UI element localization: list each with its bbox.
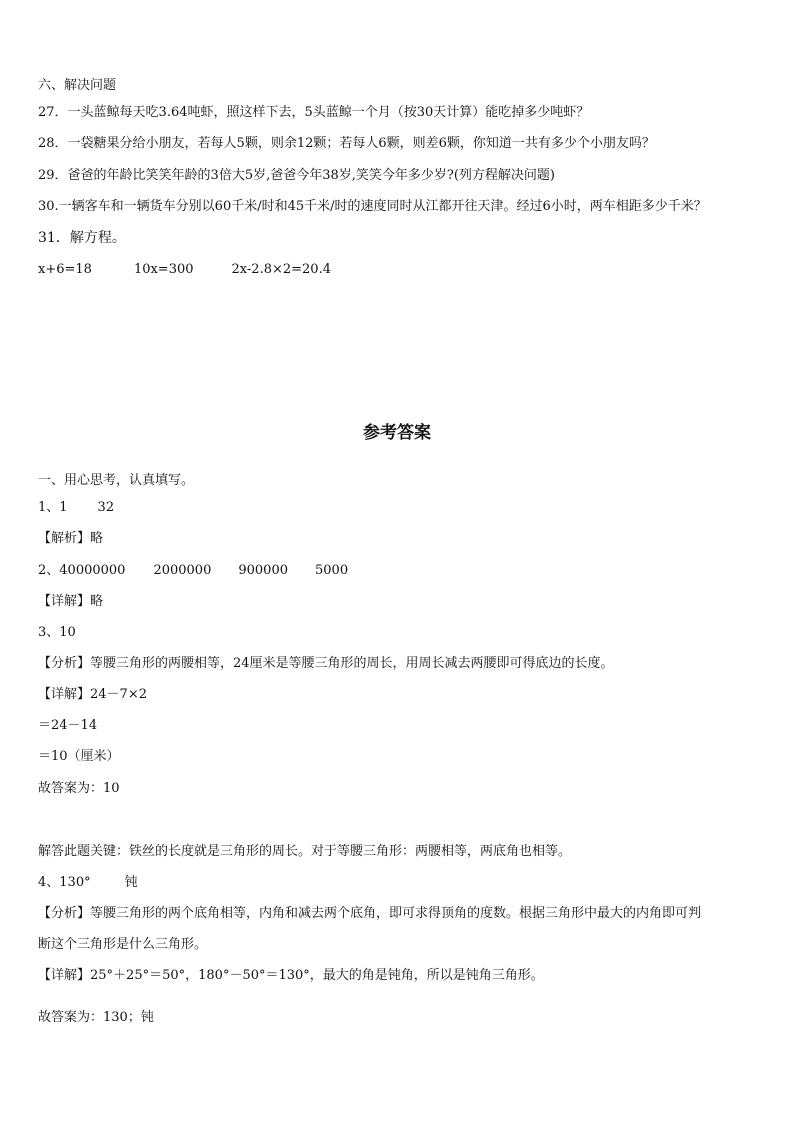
answer-2-value-2: 2000000 <box>153 563 212 578</box>
answer-3-step-3: ＝10（厘米） <box>38 749 120 764</box>
answer-1-num: 1、1 <box>38 500 68 515</box>
answer-1-value: 32 <box>97 500 115 515</box>
answer-3-key: 解答此题关键：铁丝的长度就是三角形的周长。对于等腰三角形：两腰相等，两底角也相等。 <box>38 844 572 859</box>
equation-1: x+6=18 <box>38 262 92 277</box>
question-27: 27．一头蓝鲸每天吃3.64吨虾，照这样下去，5头蓝鲸一个月（按30天计算）能吃掉多少吨虾？ <box>38 105 590 120</box>
answer-2-value-3: 900000 <box>238 563 288 578</box>
answers-section1-heading: 一、用心思考，认真填写。 <box>38 473 195 488</box>
answer-4-value: 钝 <box>124 875 138 890</box>
answer-1 <box>38 499 114 517</box>
answer-3-final: 故答案为：10 <box>38 781 120 796</box>
answer-4-num: 4、130° <box>38 875 91 890</box>
answer-1-note: 【解析】略 <box>38 531 104 546</box>
equation-3: 2x-2.8×2=20.4 <box>231 262 331 277</box>
answer-2-note: 【详解】略 <box>38 594 104 609</box>
answer-4 <box>38 874 138 892</box>
answer-4-final: 故答案为：130；钝 <box>38 1010 154 1025</box>
answer-2-value-4: 5000 <box>315 563 349 578</box>
answer-4-analysis-1: 【分析】等腰三角形的两个底角相等，内角和减去两个底角，即可求得顶角的度数。根据三角形中最大的内角即可判 <box>38 906 702 921</box>
question-29: 29．爸爸的年龄比笑笑年龄的3倍大5岁,爸爸今年38岁,笑笑今年多少岁?(列方程解决问题) <box>38 168 556 183</box>
question-28: 28．一袋糖果分给小朋友，若每人5颗，则余12颗；若每人6颗，则差6颗，你知道一共有多少个小朋友吗？ <box>38 136 655 151</box>
answer-2 <box>38 562 348 580</box>
answer-4-detail: 【详解】25°＋25°＝50°，180°－50°＝130°，最大的角是钝角，所以是钝角三角形。 <box>38 968 544 983</box>
answer-3-num: 3、10 <box>38 625 76 640</box>
answer-3-step-2: ＝24－14 <box>38 718 98 733</box>
section6-heading: 六、解决问题 <box>38 78 117 93</box>
equation-2: 10x=300 <box>133 262 194 277</box>
answer-2-num: 2、40000000 <box>38 563 126 578</box>
equations-row <box>38 261 331 279</box>
answer-4-analysis-2: 断这个三角形是什么三角形。 <box>38 937 208 952</box>
question-31: 31．解方程。 <box>38 230 126 246</box>
answers-title: 参考答案 <box>363 423 431 443</box>
answer-3-analysis: 【分析】等腰三角形的两腰相等，24厘米是等腰三角形的周长，用周长减去两腰即可得底边的长度。 <box>38 656 614 671</box>
question-30: 30.一辆客车和一辆货车分别以60千米/时和45千米/时的速度同时从江都开往天津。经过6小时，两车相距多少千米？ <box>38 199 707 214</box>
answer-3-detail: 【详解】24－7×2 <box>38 687 147 702</box>
